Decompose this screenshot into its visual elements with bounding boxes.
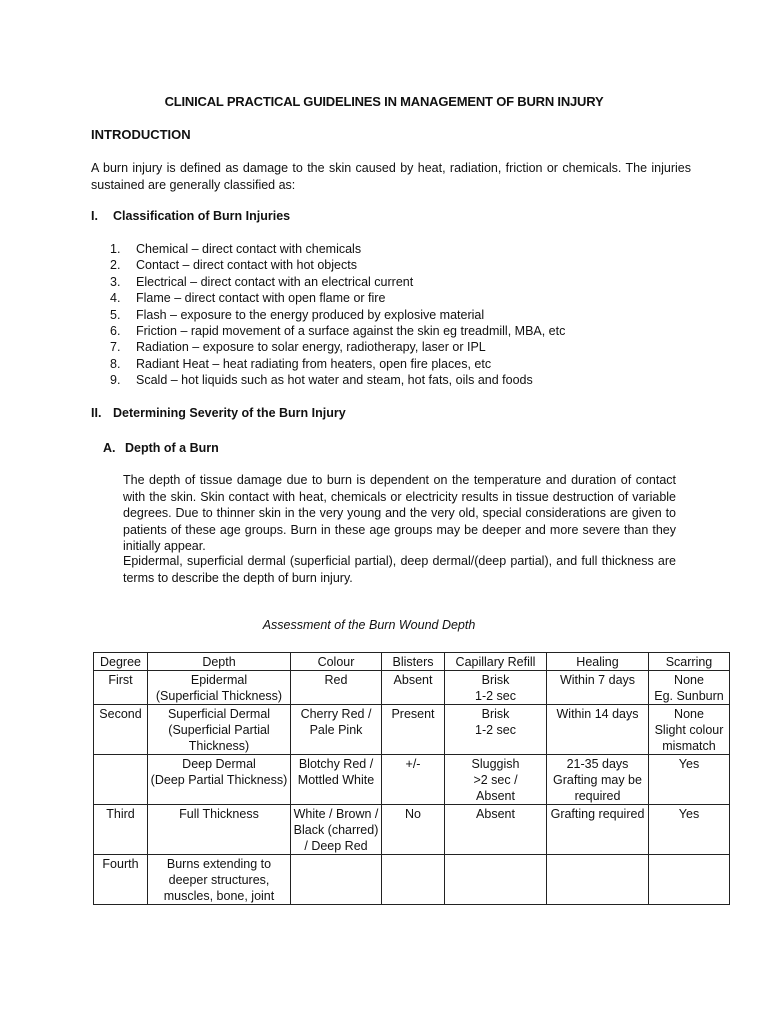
subsection-letter: A.: [103, 441, 116, 455]
section-classification-heading: [91, 209, 290, 223]
list-item-number: 6.: [110, 323, 121, 338]
introduction-paragraph: A burn injury is defined as damage to the skin caused by heat, radiation, friction or chemicals. The injuries sustained are generally classified as:: [91, 161, 691, 192]
table-row: [94, 855, 730, 905]
table-header-cell: Capillary Refill: [445, 653, 547, 671]
table-header-row: [94, 653, 730, 671]
classification-list: [110, 241, 565, 389]
list-item-number: 7.: [110, 340, 121, 355]
table-cell: Red: [291, 671, 382, 705]
table-header-cell: Degree: [94, 653, 148, 671]
table-row: [94, 755, 730, 805]
table-cell: Third: [94, 805, 148, 855]
subsection-depth-heading: [103, 441, 219, 455]
table-header-cell: Depth: [148, 653, 291, 671]
table-caption: Assessment of the Burn Wound Depth: [262, 618, 476, 632]
list-item: [110, 372, 565, 388]
depth-paragraph-1: The depth of tissue damage due to burn is dependent on the temperature and duration of contact with the skin. Skin contact with heat, chemicals or electricity results in tissue destruction of variable degrees. Due to thinner skin in the very young and the very old, special considerations are given to patients of these age groups. Burn in these age groups may be deeper and more severe than they initially appear.: [123, 473, 676, 553]
list-item-text: Electrical – direct contact with an electrical current: [136, 274, 414, 289]
table-cell: Present: [382, 705, 445, 755]
table-cell: Fourth: [94, 855, 148, 905]
list-item: [110, 356, 565, 372]
table-cell: White / Brown / Black (charred) / Deep Red: [291, 805, 382, 855]
list-item-text: Chemical – direct contact with chemicals: [136, 242, 362, 256]
table-cell: Brisk 1-2 sec: [445, 705, 547, 755]
burn-depth-table: [93, 652, 730, 905]
table-cell: Brisk 1-2 sec: [445, 671, 547, 705]
table-cell: [649, 855, 730, 905]
table-cell: Grafting required: [547, 805, 649, 855]
list-item: [110, 257, 565, 273]
table-cell: Absent: [445, 805, 547, 855]
list-item-text: Contact – direct contact with hot objects: [136, 258, 357, 273]
list-item-number: 4.: [110, 291, 121, 306]
section-title: Determining Severity of the Burn Injury: [113, 406, 346, 420]
table-cell: [547, 855, 649, 905]
list-item-text: Radiant Heat – heat radiating from heaters, open fire places, etc: [136, 356, 492, 371]
list-item-number: 8.: [110, 356, 121, 371]
list-item-text: Flash – exposure to the energy produced by explosive material: [136, 307, 485, 322]
table-cell: [291, 855, 382, 905]
table-cell: Superficial Dermal (Superficial Partial Thickness): [148, 705, 291, 755]
table-cell: Sluggish >2 sec / Absent: [445, 755, 547, 805]
section-severity-heading: [91, 406, 346, 420]
table-row: [94, 805, 730, 855]
list-item: [110, 241, 565, 257]
table-row: [94, 671, 730, 705]
list-item-number: 9.: [110, 373, 121, 388]
list-item: [110, 290, 565, 306]
table-cell: Full Thickness: [148, 805, 291, 855]
table-cell: Yes: [649, 805, 730, 855]
table-cell: Within 14 days: [547, 705, 649, 755]
section-number: I.: [91, 209, 98, 223]
list-item-number: 2.: [110, 258, 121, 273]
table-cell: Absent: [382, 671, 445, 705]
table-cell: Deep Dermal (Deep Partial Thickness): [148, 755, 291, 805]
list-item: [110, 323, 565, 339]
list-item-number: 3.: [110, 274, 121, 289]
list-item: [110, 339, 565, 355]
table-header-cell: Colour: [291, 653, 382, 671]
table-cell: +/-: [382, 755, 445, 805]
table-cell: No: [382, 805, 445, 855]
section-title: Classification of Burn Injuries: [113, 209, 291, 223]
table-cell: Epidermal (Superficial Thickness): [148, 671, 291, 705]
table-cell: Burns extending to deeper structures, muscles, bone, joint: [148, 855, 291, 905]
list-item-text: Friction – rapid movement of a surface against the skin eg treadmill, MBA, etc: [136, 323, 566, 338]
table-cell: Second: [94, 705, 148, 755]
list-item-text: Scald – hot liquids such as hot water and steam, hot fats, oils and foods: [136, 373, 533, 388]
table-cell: Yes: [649, 755, 730, 805]
table-header-cell: Healing: [547, 653, 649, 671]
list-item: [110, 274, 565, 290]
introduction-heading: INTRODUCTION: [91, 127, 191, 142]
table-header-cell: Blisters: [382, 653, 445, 671]
list-item-number: 1.: [110, 242, 121, 256]
subsection-title: Depth of a Burn: [125, 441, 219, 455]
table-row: [94, 705, 730, 755]
table-cell: None Slight colour mismatch: [649, 705, 730, 755]
table-cell: [382, 855, 445, 905]
section-number: II.: [91, 406, 102, 420]
table-cell: Cherry Red / Pale Pink: [291, 705, 382, 755]
list-item-text: Flame – direct contact with open flame or fire: [136, 291, 386, 306]
list-item-number: 5.: [110, 307, 121, 322]
list-item: [110, 307, 565, 323]
table-cell: First: [94, 671, 148, 705]
table-cell: [94, 755, 148, 805]
document-title: CLINICAL PRACTICAL GUIDELINES IN MANAGEMENT OF BURN INJURY: [164, 94, 604, 109]
table-cell: [445, 855, 547, 905]
table-cell: None Eg. Sunburn: [649, 671, 730, 705]
depth-paragraph-2: Epidermal, superficial dermal (superficial partial), deep dermal/(deep partial), and full thickness are terms to describe the depth of burn injury.: [123, 554, 676, 585]
table-cell: Blotchy Red / Mottled White: [291, 755, 382, 805]
list-item-text: Radiation – exposure to solar energy, radiotherapy, laser or IPL: [136, 340, 486, 355]
table-cell: 21-35 days Grafting may be required: [547, 755, 649, 805]
table-header-cell: Scarring: [649, 653, 730, 671]
table-cell: Within 7 days: [547, 671, 649, 705]
